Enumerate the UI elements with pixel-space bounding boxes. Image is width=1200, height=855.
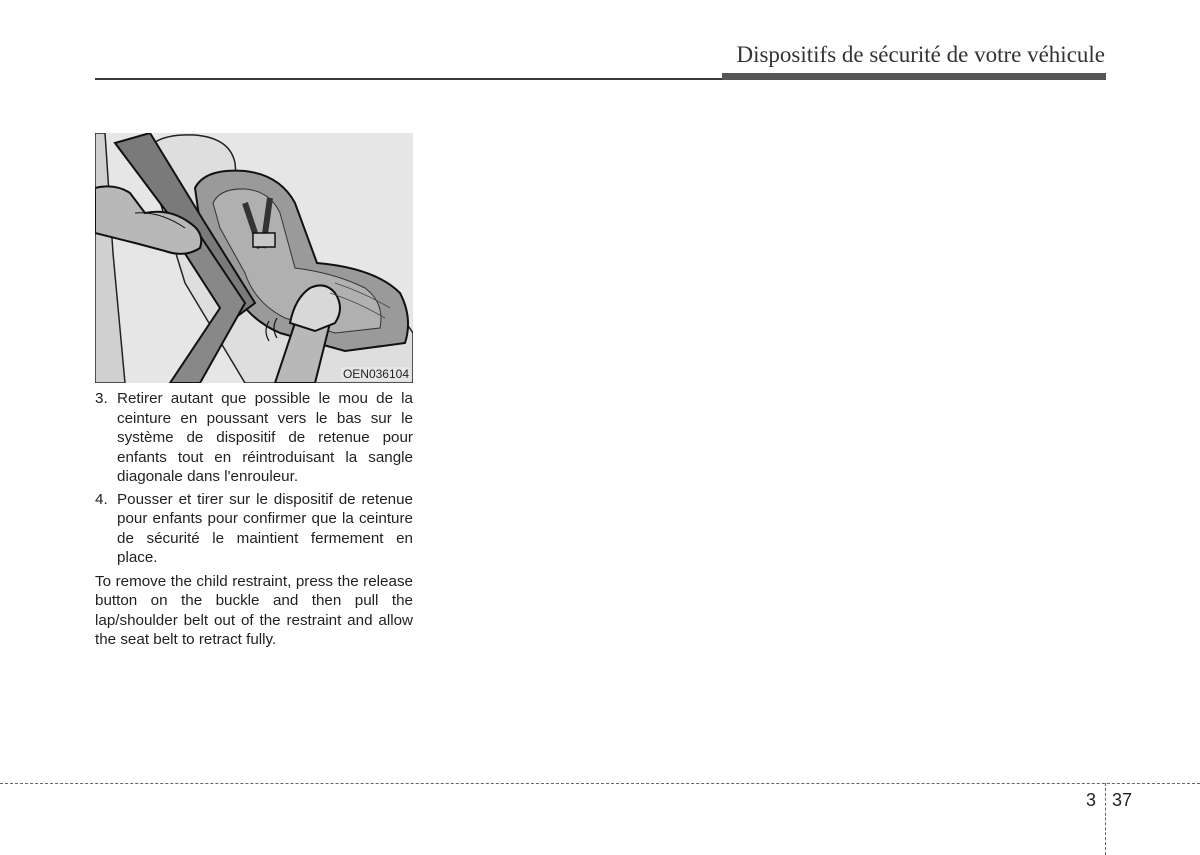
figure-code: OEN036104	[342, 367, 409, 381]
footer-dashed-rule	[0, 783, 1200, 784]
section-number: 3	[1086, 790, 1097, 810]
step-text: Retirer autant que possible le mou de la ceinture en poussant vers le bas sur le système de dispositif de retenue pour enfants tout en réintroduisant la sangle diagonale dans l'enrouleur.	[117, 390, 413, 485]
child-seat-illustration	[95, 133, 413, 383]
body-text-column	[95, 389, 413, 650]
step-item	[95, 490, 413, 568]
step-item	[95, 389, 413, 487]
illustration-drawing	[95, 133, 413, 383]
step-number: 3.	[95, 390, 108, 407]
page-number: 37	[1112, 790, 1133, 810]
step-text: Pousser et tirer sur le dispositif de retenue pour enfants pour confirmer que la ceinture de sécurité le maintient fermement en place.	[117, 490, 413, 566]
step-number: 4.	[95, 490, 108, 508]
footer-dashed-divider	[1105, 783, 1106, 855]
header-rule-accent	[722, 73, 1106, 80]
running-header-title: Dispositifs de sécurité de votre véhicule	[736, 42, 1105, 67]
body-paragraph: To remove the child restraint, press the release button on the buckle and then pull the lap/shoulder belt out of the restraint and allow the seat belt to retract fully.	[95, 572, 413, 648]
header-rule	[95, 78, 725, 80]
